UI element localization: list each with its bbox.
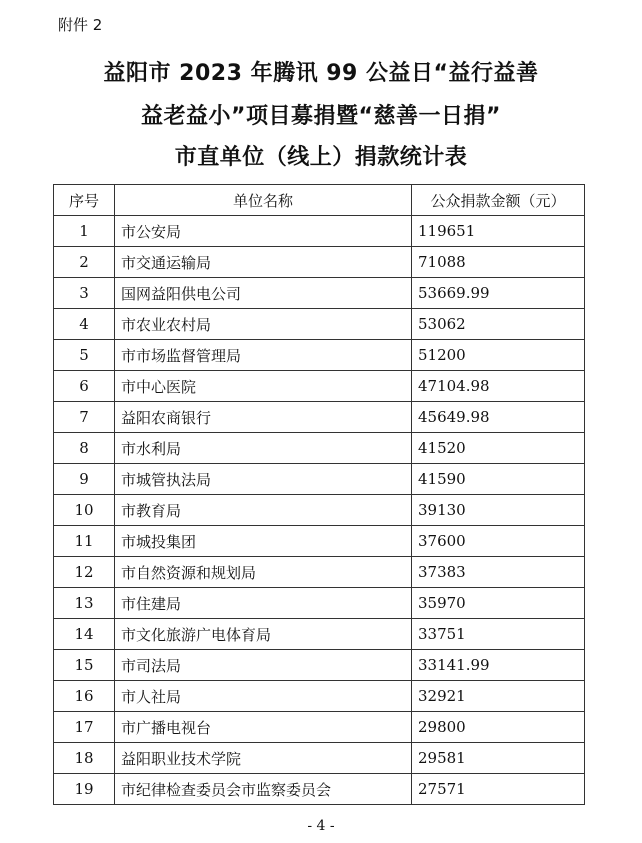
table-row <box>54 712 585 743</box>
table-row <box>54 371 585 402</box>
cell-serial: 16 <box>54 681 115 712</box>
cell-amount: 33141.99 <box>412 650 585 681</box>
cell-amount: 71088 <box>412 247 585 278</box>
donation-table <box>53 184 585 805</box>
title-line-1: 益阳市 2023 年腾讯 99 公益日“益行益善 <box>103 61 539 86</box>
cell-amount: 41590 <box>412 464 585 495</box>
cell-serial: 17 <box>54 712 115 743</box>
cell-amount: 39130 <box>412 495 585 526</box>
cell-unit-name: 益阳职业技术学院 <box>115 743 412 774</box>
cell-unit-name: 市公安局 <box>115 216 412 247</box>
cell-unit-name: 市交通运输局 <box>115 247 412 278</box>
cell-unit-name: 市司法局 <box>115 650 412 681</box>
cell-amount: 47104.98 <box>412 371 585 402</box>
cell-serial: 19 <box>54 774 115 805</box>
table-row <box>54 774 585 805</box>
cell-amount: 35970 <box>412 588 585 619</box>
cell-serial: 12 <box>54 557 115 588</box>
cell-amount: 53669.99 <box>412 278 585 309</box>
table-row <box>54 464 585 495</box>
table-row <box>54 309 585 340</box>
table-row <box>54 650 585 681</box>
cell-unit-name: 市人社局 <box>115 681 412 712</box>
attachment-label: 附件 2 <box>58 16 103 34</box>
cell-amount: 45649.98 <box>412 402 585 433</box>
page-number: - 4 - <box>307 818 335 834</box>
cell-unit-name: 市自然资源和规划局 <box>115 557 412 588</box>
cell-serial: 5 <box>54 340 115 371</box>
table-body <box>54 216 585 805</box>
cell-unit-name: 益阳农商银行 <box>115 402 412 433</box>
cell-amount: 27571 <box>412 774 585 805</box>
cell-amount: 32921 <box>412 681 585 712</box>
cell-serial: 6 <box>54 371 115 402</box>
table-row <box>54 526 585 557</box>
cell-unit-name: 市住建局 <box>115 588 412 619</box>
cell-serial: 3 <box>54 278 115 309</box>
table-row <box>54 743 585 774</box>
cell-serial: 2 <box>54 247 115 278</box>
cell-unit-name: 市教育局 <box>115 495 412 526</box>
cell-amount: 29581 <box>412 743 585 774</box>
header-amount: 公众捐款金额（元） <box>412 185 585 216</box>
cell-serial: 10 <box>54 495 115 526</box>
table-row <box>54 216 585 247</box>
cell-unit-name: 市市场监督管理局 <box>115 340 412 371</box>
table-row <box>54 402 585 433</box>
table-row <box>54 433 585 464</box>
table-row <box>54 681 585 712</box>
cell-serial: 9 <box>54 464 115 495</box>
title-line-3: 市直单位（线上）捐款统计表 <box>174 145 468 170</box>
cell-serial: 18 <box>54 743 115 774</box>
table-row <box>54 495 585 526</box>
cell-serial: 7 <box>54 402 115 433</box>
cell-amount: 33751 <box>412 619 585 650</box>
cell-serial: 13 <box>54 588 115 619</box>
cell-unit-name: 市广播电视台 <box>115 712 412 743</box>
cell-unit-name: 市城投集团 <box>115 526 412 557</box>
cell-serial: 8 <box>54 433 115 464</box>
cell-serial: 15 <box>54 650 115 681</box>
cell-unit-name: 市城管执法局 <box>115 464 412 495</box>
cell-amount: 119651 <box>412 216 585 247</box>
table-row <box>54 588 585 619</box>
table-row <box>54 557 585 588</box>
cell-unit-name: 市水利局 <box>115 433 412 464</box>
cell-amount: 37383 <box>412 557 585 588</box>
cell-amount: 53062 <box>412 309 585 340</box>
cell-unit-name: 市农业农村局 <box>115 309 412 340</box>
cell-amount: 51200 <box>412 340 585 371</box>
table-row <box>54 619 585 650</box>
cell-amount: 37600 <box>412 526 585 557</box>
cell-serial: 14 <box>54 619 115 650</box>
cell-serial: 1 <box>54 216 115 247</box>
header-serial: 序号 <box>54 185 115 216</box>
cell-amount: 41520 <box>412 433 585 464</box>
table-row <box>54 278 585 309</box>
cell-amount: 29800 <box>412 712 585 743</box>
table-row <box>54 247 585 278</box>
table-row <box>54 340 585 371</box>
cell-unit-name: 市中心医院 <box>115 371 412 402</box>
cell-serial: 4 <box>54 309 115 340</box>
title-line-2: 益老益小”项目募捐暨“慈善一日捐” <box>141 104 501 129</box>
cell-unit-name: 国网益阳供电公司 <box>115 278 412 309</box>
cell-unit-name: 市文化旅游广电体育局 <box>115 619 412 650</box>
cell-serial: 11 <box>54 526 115 557</box>
table-header-row <box>54 185 585 216</box>
cell-unit-name: 市纪律检查委员会市监察委员会 <box>115 774 412 805</box>
header-unit-name: 单位名称 <box>115 185 412 216</box>
